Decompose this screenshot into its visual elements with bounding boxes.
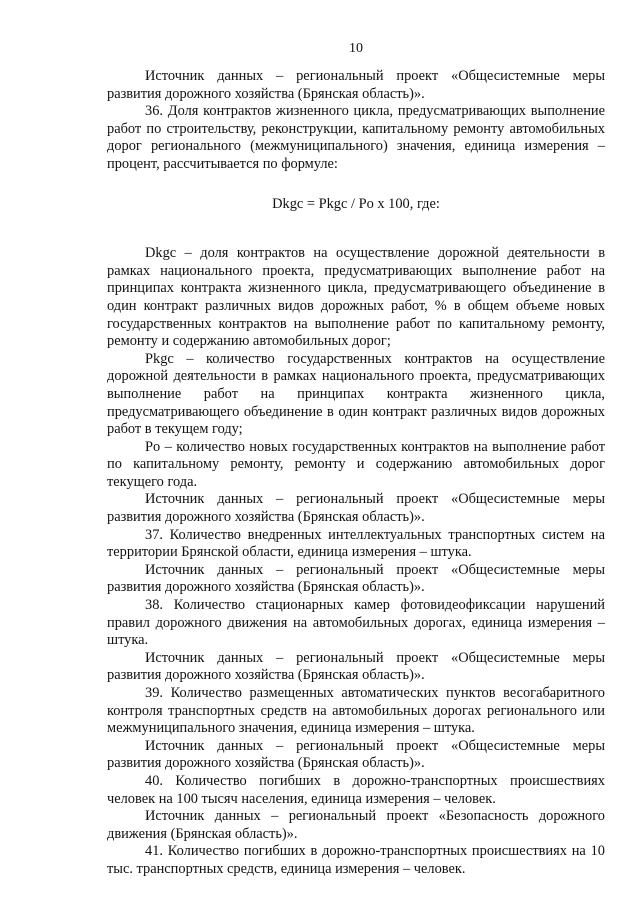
source-paragraph-3: Источник данных – региональный проект «Общесистемные меры развития дорожного хозяйства (Брянская область)». [107, 561, 605, 596]
indicator-40-paragraph: 40. Количество погибших в дорожно-транспортных происшествиях человек на 100 тысяч населения, единица измерения – человек. [107, 772, 605, 807]
definition-po: Po – количество новых государственных контрактов на выполнение работ по капитальному ремонту, ремонту и содержанию автомобильных дорог текущего года. [107, 438, 605, 490]
indicator-39-paragraph: 39. Количество размещенных автоматических пунктов весогабаритного контроля транспортных средств на автомобильных дорогах регионального или межмуниципального значения, единица измерения – штука. [107, 685, 605, 737]
indicator-37-paragraph: 37. Количество внедренных интеллектуальных транспортных систем на территории Брянской области, единица измерения – штука. [107, 526, 605, 561]
source-paragraph-2: Источник данных – региональный проект «Общесистемные меры развития дорожного хозяйства (Брянская область)». [107, 491, 605, 526]
indicator-41-paragraph: 41. Количество погибших в дорожно-транспортных происшествиях на 10 тыс. транспортных средств, единица измерения – человек. [107, 843, 605, 877]
formula: Dkgc = Pkgc / Po x 100, где: [272, 195, 440, 212]
source-paragraph-4: Источник данных – региональный проект «Общесистемные меры развития дорожного хозяйства (Брянская область)». [107, 649, 605, 684]
definition-pkgc: Pkgc – количество государственных контрактов на осуществление дорожной деятельности в рамках национального проекта, предусматривающих выполнение работ на принципах контракта жизненного цикла, предусматривающего объединение в один контракт различных видов дорожных работ в текущем году; [107, 350, 605, 438]
indicator-36-paragraph: 36. Доля контрактов жизненного цикла, предусматривающих выполнение работ по строительству, реконструкции, капитальному ремонту автомобильных дорог регионального (межмуниципального) значения, единица измерения – процент, рассчитывается по формуле: [107, 103, 605, 172]
page-number: 10 [349, 41, 363, 56]
source-paragraph-1: Источник данных – региональный проект «Общесистемные меры развития дорожного хозяйства (Брянская область)». [107, 68, 605, 102]
source-paragraph-6: Источник данных – региональный проект «Безопасность дорожного движения (Брянская область)». [107, 808, 605, 842]
indicator-38-paragraph: 38. Количество стационарных камер фотовидеофиксации нарушений правил дорожного движения на автомобильных дорогах, единица измерения – штука. [107, 597, 605, 649]
source-paragraph-5: Источник данных – региональный проект «Общесистемные меры развития дорожного хозяйства (Брянская область)». [107, 737, 605, 772]
definition-dkgc: Dkgc – доля контрактов на осуществление дорожной деятельности в рамках национального проекта, предусматривающих выполнение работ на принципах контракта жизненного цикла, предусматривающего объединение в один контракт различных видов дорожных работ, % в общем объеме новых государственных контрактов на выполнение работ по капитальному ремонту, ремонту и содержанию автомобильных дорог; [107, 245, 605, 350]
